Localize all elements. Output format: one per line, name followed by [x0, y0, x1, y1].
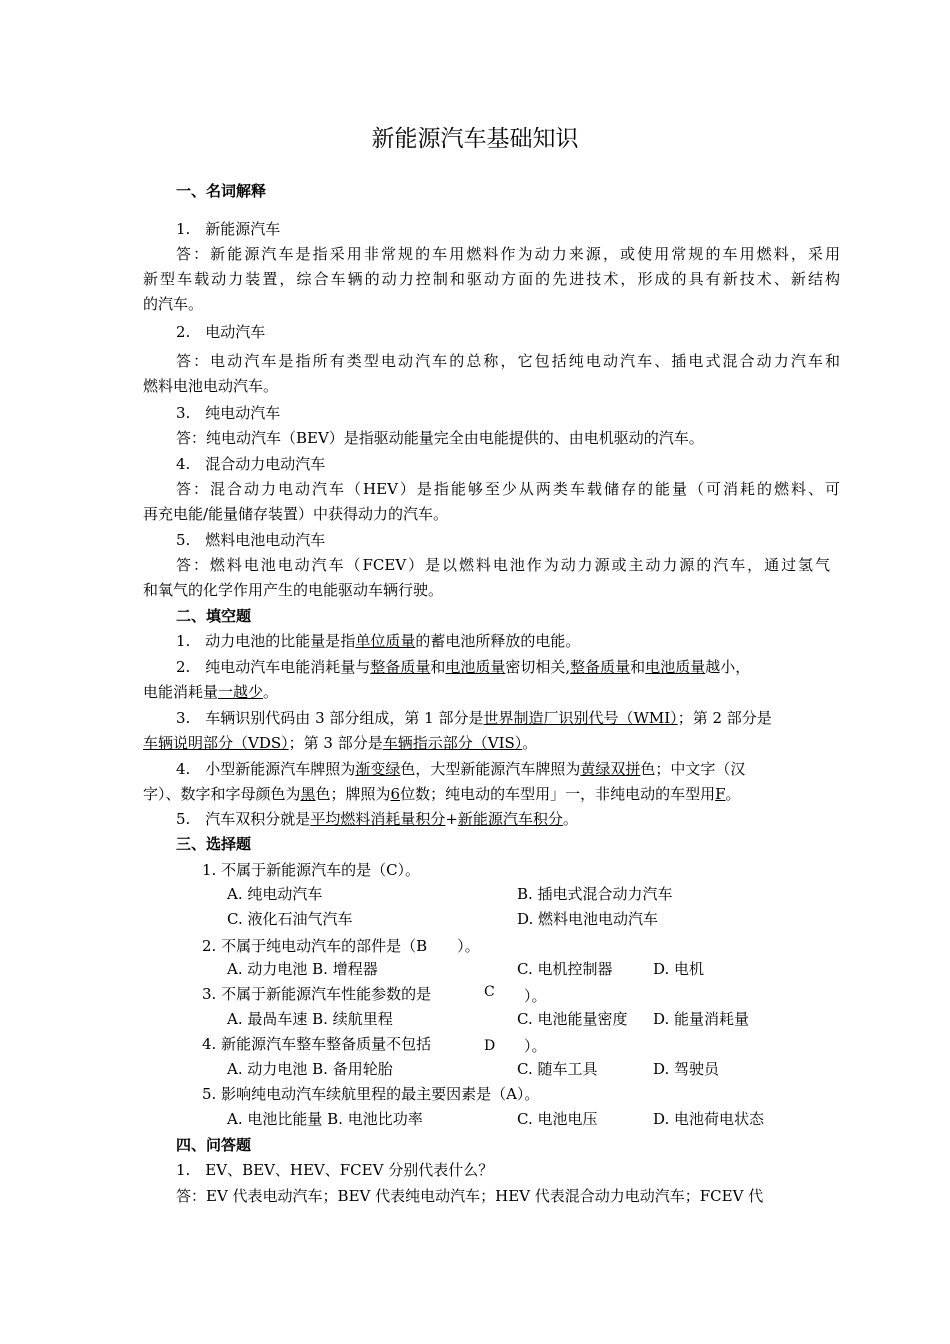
- fill-4-answer-1: 渐变绿: [355, 760, 401, 778]
- fill-2-continued: [143, 680, 843, 705]
- choice-5-option-d: D. 电池荷电状态: [653, 1110, 765, 1128]
- fill-2-answer-5: 一越少: [218, 683, 264, 701]
- choice-1-option-a: A. 纯电动汽车: [227, 885, 323, 903]
- answer-3-line-1: 答：纯电动汽车（BEV）是指驱动能量完全由电能提供的、由电机驱动的汽车。: [176, 429, 704, 447]
- question-3-title: 3. 纯电动汽车: [176, 404, 281, 422]
- choice-4-option-c: C. 随车工具: [517, 1060, 598, 1078]
- fill-3: [176, 706, 876, 731]
- answer-5-line-1: 答：燃料电池电动汽车（FCEV）是以燃料电池作为动力源或主动力源的汽车，通过氢气: [176, 556, 830, 574]
- section-heading-definitions: 一、名词解释: [176, 182, 267, 200]
- fill-3-answer-2: 车辆说明部分（VDS）: [143, 734, 289, 752]
- section-heading-multiple-choice: 三、选择题: [176, 835, 252, 853]
- fill-3-text: 。: [522, 734, 538, 752]
- question-4-title: 4. 混合动力电动汽车: [176, 455, 326, 473]
- choice-5-option-c: C. 电池电压: [517, 1110, 598, 1128]
- fill-5-answer-2: 新能源汽车积分: [457, 810, 563, 828]
- fill-3-answer-1: 世界制造厂识别代号（WMI）: [483, 709, 678, 727]
- fill-4-text: 位数；纯电动的车型用」一，非纯电动的车型用: [400, 785, 716, 803]
- document-title: 新能源汽车基础知识: [371, 126, 579, 152]
- fill-4-answer-4: 6: [390, 785, 401, 803]
- answer-5-line-2: 和氧气的化学作用产生的电能驱动车辆行驶。: [143, 581, 444, 599]
- question-5-title: 5. 燃料电池电动汽车: [176, 531, 326, 549]
- choice-4-option-d: D. 驾驶员: [653, 1060, 720, 1078]
- fill-2-text: 和: [430, 658, 446, 676]
- fill-2: [176, 655, 876, 680]
- fill-4-answer-5: F: [715, 785, 726, 803]
- fill-3-text: 3. 车辆识别代码由 3 部分组成，第 1 部分是: [176, 709, 484, 727]
- fill-3-text: ；第 3 部分是: [288, 734, 383, 752]
- choice-3-question: 3. 不属于新能源汽车性能参数的是: [202, 985, 432, 1003]
- choice-2-option-c: C. 电机控制器: [517, 960, 613, 978]
- answer-2-line-1: 答：电动汽车是指所有类型电动汽车的总称，它包括纯电动汽车、插电式混合动力汽车和: [176, 352, 840, 370]
- choice-1-question: 1. 不属于新能源汽车的是（C）。: [202, 861, 421, 879]
- fill-4-text: 字）、数字和字母颜色为: [143, 785, 301, 803]
- fill-3-answer-3: 车辆指示部分（VIS）: [382, 734, 523, 752]
- fill-4-answer-2: 黄绿双拼: [580, 760, 641, 778]
- fill-2-text: 密切相关,: [505, 658, 571, 676]
- answer-4-line-2: 再充电能/能量储存装置）中获得动力的汽车。: [143, 505, 449, 523]
- fill-4-answer-3: 黑: [300, 785, 316, 803]
- short-answer-1-question: 1. EV、BEV、HEV、FCEV 分别代表什么？: [176, 1161, 494, 1179]
- fill-2-answer-1: 整备质量: [370, 658, 431, 676]
- choice-1-option-d: D. 燃料电池电动汽车: [517, 910, 659, 928]
- answer-1-line-2: 新型车载动力装置，综合车辆的动力控制和驱动方面的先进技术，形成的具有新技术、新结构: [143, 270, 840, 288]
- choice-3-close: ）。: [524, 987, 547, 1005]
- fill-4-continued: [143, 782, 843, 807]
- answer-1-line-1: 答：新能源汽车是指采用非常规的车用燃料作为动力来源，或使用常规的车用燃料，采用: [176, 245, 840, 263]
- fill-1-text-end: 的蓄电池所释放的电能。: [415, 632, 581, 650]
- choice-2-options-ab: A. 动力电池 B. 增程器: [227, 960, 378, 978]
- choice-4-answer: D: [484, 1038, 496, 1054]
- fill-3-continued: [143, 731, 843, 756]
- fill-4-text: 4. 小型新能源汽车牌照为: [176, 760, 356, 778]
- question-2-title: 2. 电动汽车: [176, 323, 266, 341]
- choice-3-options-ab: A. 最咼车速 B. 续航里程: [227, 1010, 393, 1028]
- section-heading-fill-in: 二、填空题: [176, 607, 252, 625]
- choice-2-question: 2. 不属于纯电动汽车的部件是（B ）。: [202, 937, 480, 955]
- fill-5-answer-1: 平均燃料消耗量积分: [310, 810, 446, 828]
- short-answer-1-answer: 答：EV 代表电动汽车；BEV 代表纯电动汽车；HEV 代表混合动力电动汽车；FCEV 代: [176, 1187, 764, 1205]
- fill-5-text: 。: [562, 810, 578, 828]
- choice-5-question: 5. 影响纯电动汽车续航里程的最主要因素是（A）。: [202, 1085, 540, 1103]
- answer-1-line-3: 的汽车。: [143, 295, 204, 313]
- fill-5: [176, 807, 876, 832]
- choice-4-options-ab: A. 动力电池 B. 备用轮胎: [227, 1060, 393, 1078]
- choice-3-option-c: C. 电池能量密度: [517, 1010, 628, 1028]
- answer-4-line-1: 答：混合动力电动汽车（HEV）是指能够至少从两类车载储存的能量（可消耗的燃料、可: [176, 480, 840, 498]
- choice-3-option-d: D. 能量消耗量: [653, 1010, 750, 1028]
- fill-2-answer-4: 电池质量: [645, 658, 706, 676]
- fill-2-text: 。: [263, 683, 279, 701]
- fill-4-text: 色，大型新能源汽车牌照为: [400, 760, 581, 778]
- answer-2-line-2: 燃料电池电动汽车。: [143, 377, 279, 395]
- fill-4: [176, 757, 876, 782]
- fill-4-text: 。: [725, 785, 741, 803]
- fill-5-text: 5. 汽车双积分就是: [176, 810, 311, 828]
- fill-2-text: 越小，: [705, 658, 751, 676]
- choice-4-close: ）。: [524, 1037, 547, 1055]
- fill-5-text: +: [445, 810, 458, 828]
- fill-2-text: 2. 纯电动汽车电能消耗量与: [176, 658, 371, 676]
- fill-2-text: 和: [630, 658, 646, 676]
- choice-3-answer: C: [484, 984, 495, 1000]
- fill-2-text: 电能消耗量: [143, 683, 219, 701]
- fill-1: [176, 629, 876, 654]
- fill-1-text: 1. 动力电池的比能量是指: [176, 632, 356, 650]
- choice-2-option-d: D. 电机: [653, 960, 705, 978]
- question-1-title: 1. 新能源汽车: [176, 220, 281, 238]
- fill-3-text: ；第 2 部分是: [677, 709, 772, 727]
- fill-4-text: 色；中文字（汉: [640, 760, 746, 778]
- choice-1-option-c: C. 液化石油气汽车: [227, 910, 353, 928]
- section-heading-short-answer: 四、问答题: [176, 1136, 252, 1154]
- choice-4-question: 4. 新能源汽车整车整备质量不包括: [202, 1035, 432, 1053]
- fill-2-answer-2: 电池质量: [445, 658, 506, 676]
- fill-2-answer-3: 整备质量: [570, 658, 631, 676]
- fill-1-answer: 单位质量: [355, 632, 416, 650]
- choice-1-option-b: B. 插电式混合动力汽车: [517, 885, 673, 903]
- choice-5-options-ab: A. 电池比能量 B. 电池比功率: [227, 1110, 423, 1128]
- fill-4-text: 色；牌照为: [315, 785, 391, 803]
